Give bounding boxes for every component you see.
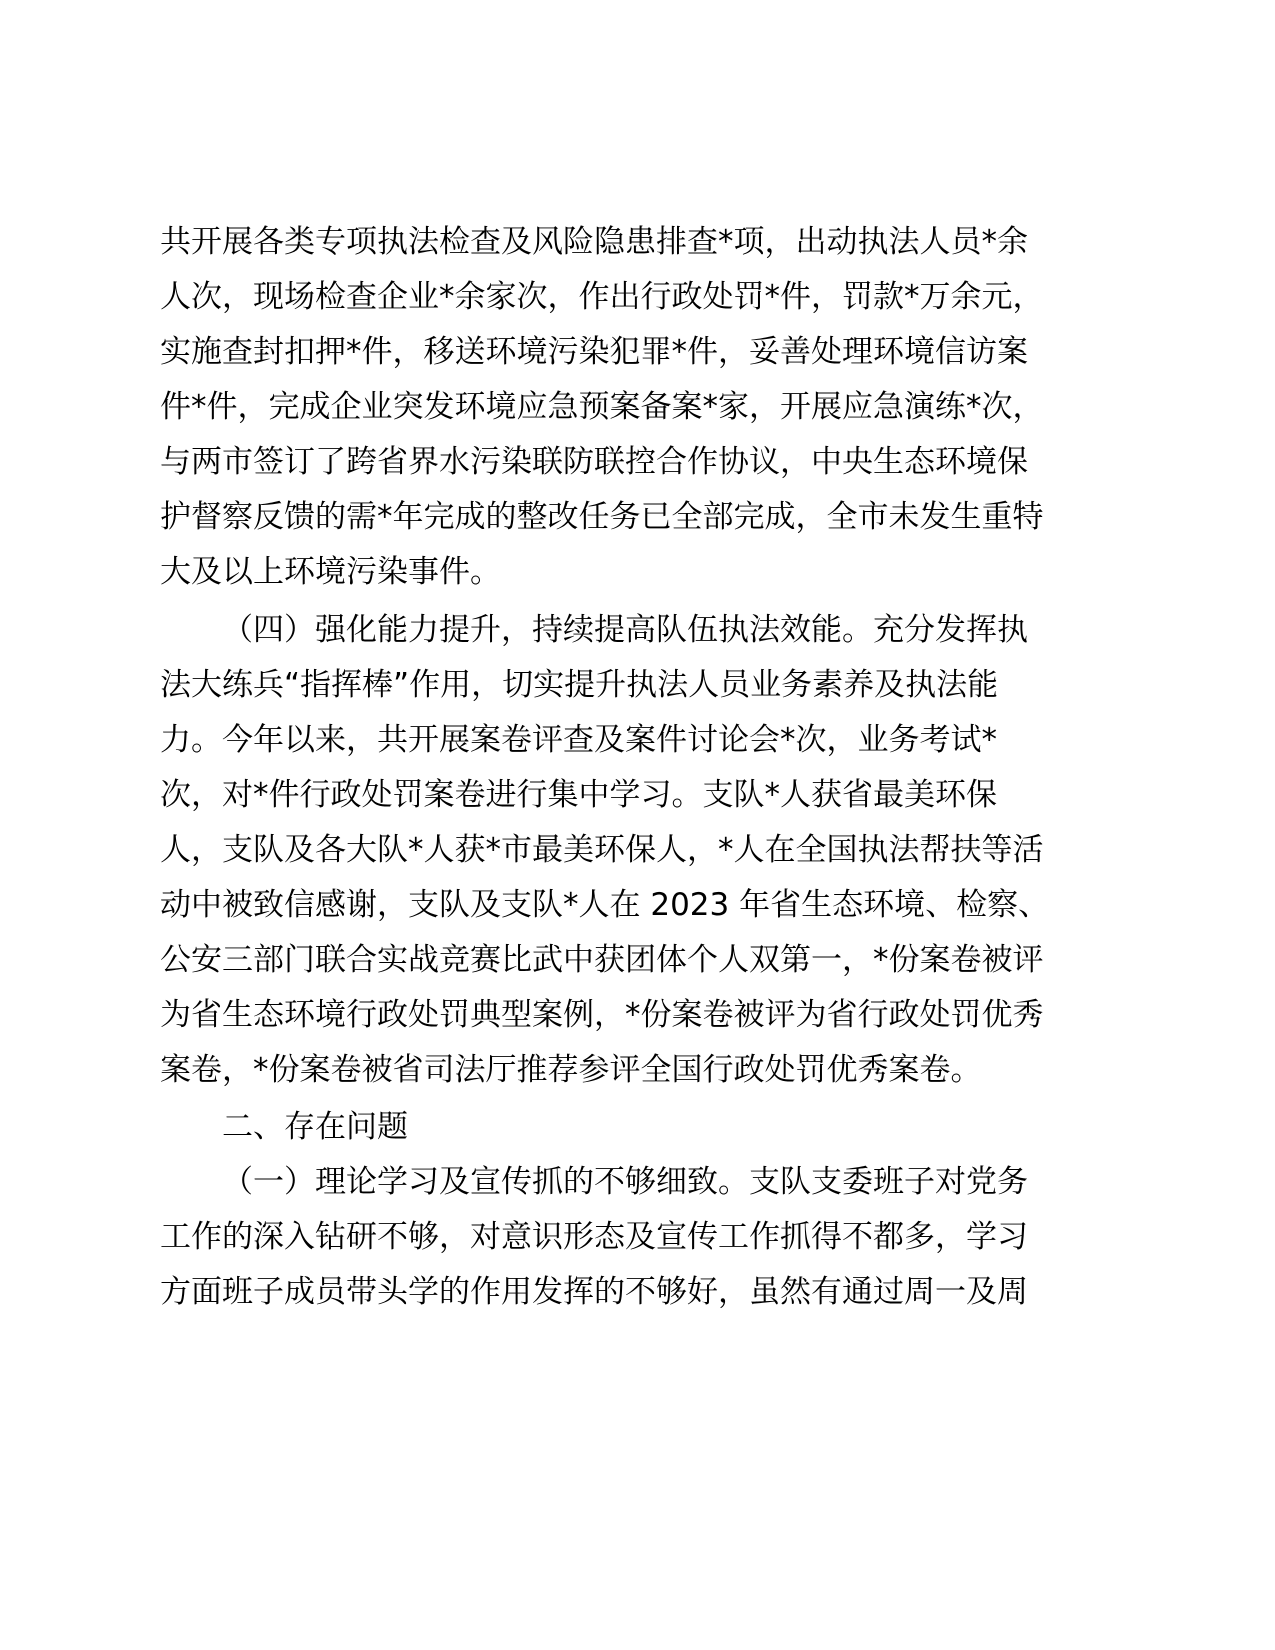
body-text-line: 人，支队及各大队*人获*市最美环保人，*人在全国执法帮扶等活 xyxy=(160,832,1044,868)
section-heading-line: （四）强化能力提升，持续提高队伍执法效能。充分发挥执 xyxy=(222,612,1028,648)
body-text-line: 共开展各类专项执法检查及风险隐患排查*项，出动执法人员*余 xyxy=(160,224,1028,260)
chapter-heading-line: 二、存在问题 xyxy=(222,1109,408,1145)
body-text-line: 法大练兵“指挥棒”作用，切实提升执法人员业务素养及执法能 xyxy=(160,667,999,703)
body-text-line: 人次，现场检查企业*余家次，作出行政处罚*件，罚款*万余元， xyxy=(160,279,1044,315)
section-heading-line: （一）理论学习及宣传抓的不够细致。支队支委班子对党务 xyxy=(222,1164,1028,1200)
body-text-line: 大及以上环境污染事件。 xyxy=(160,554,501,590)
body-text-line: 护督察反馈的需*年完成的整改任务已全部完成，全市未发生重特 xyxy=(160,499,1044,535)
body-text-line: 力。今年以来，共开展案卷评查及案件讨论会*次，业务考试* xyxy=(160,722,997,758)
body-text-line: 实施查封扣押*件，移送环境污染犯罪*件，妥善处理环境信访案 xyxy=(160,334,1028,370)
body-text-line: 件*件，完成企业突发环境应急预案备案*家，开展应急演练*次， xyxy=(160,389,1044,425)
body-text-line: 工作的深入钻研不够，对意识形态及宣传工作抓得不都多，学习 xyxy=(160,1219,1028,1255)
body-text-line: 方面班子成员带头学的作用发挥的不够好，虽然有通过周一及周 xyxy=(160,1274,1028,1310)
body-text-line: 为省生态环境行政处罚典型案例，*份案卷被评为省行政处罚优秀 xyxy=(160,997,1044,1033)
body-text-line: 动中被致信感谢，支队及支队*人在 2023 年省生态环境、检察、 xyxy=(160,887,1050,923)
body-text-line: 案卷，*份案卷被省司法厅推荐参评全国行政处罚优秀案卷。 xyxy=(160,1052,982,1088)
body-text-line: 次，对*件行政处罚案卷进行集中学习。支队*人获省最美环保 xyxy=(160,777,997,813)
body-text-line: 与两市签订了跨省界水污染联防联控合作协议，中央生态环境保 xyxy=(160,444,1028,480)
body-text-line: 公安三部门联合实战竞赛比武中获团体个人双第一，*份案卷被评 xyxy=(160,942,1044,978)
